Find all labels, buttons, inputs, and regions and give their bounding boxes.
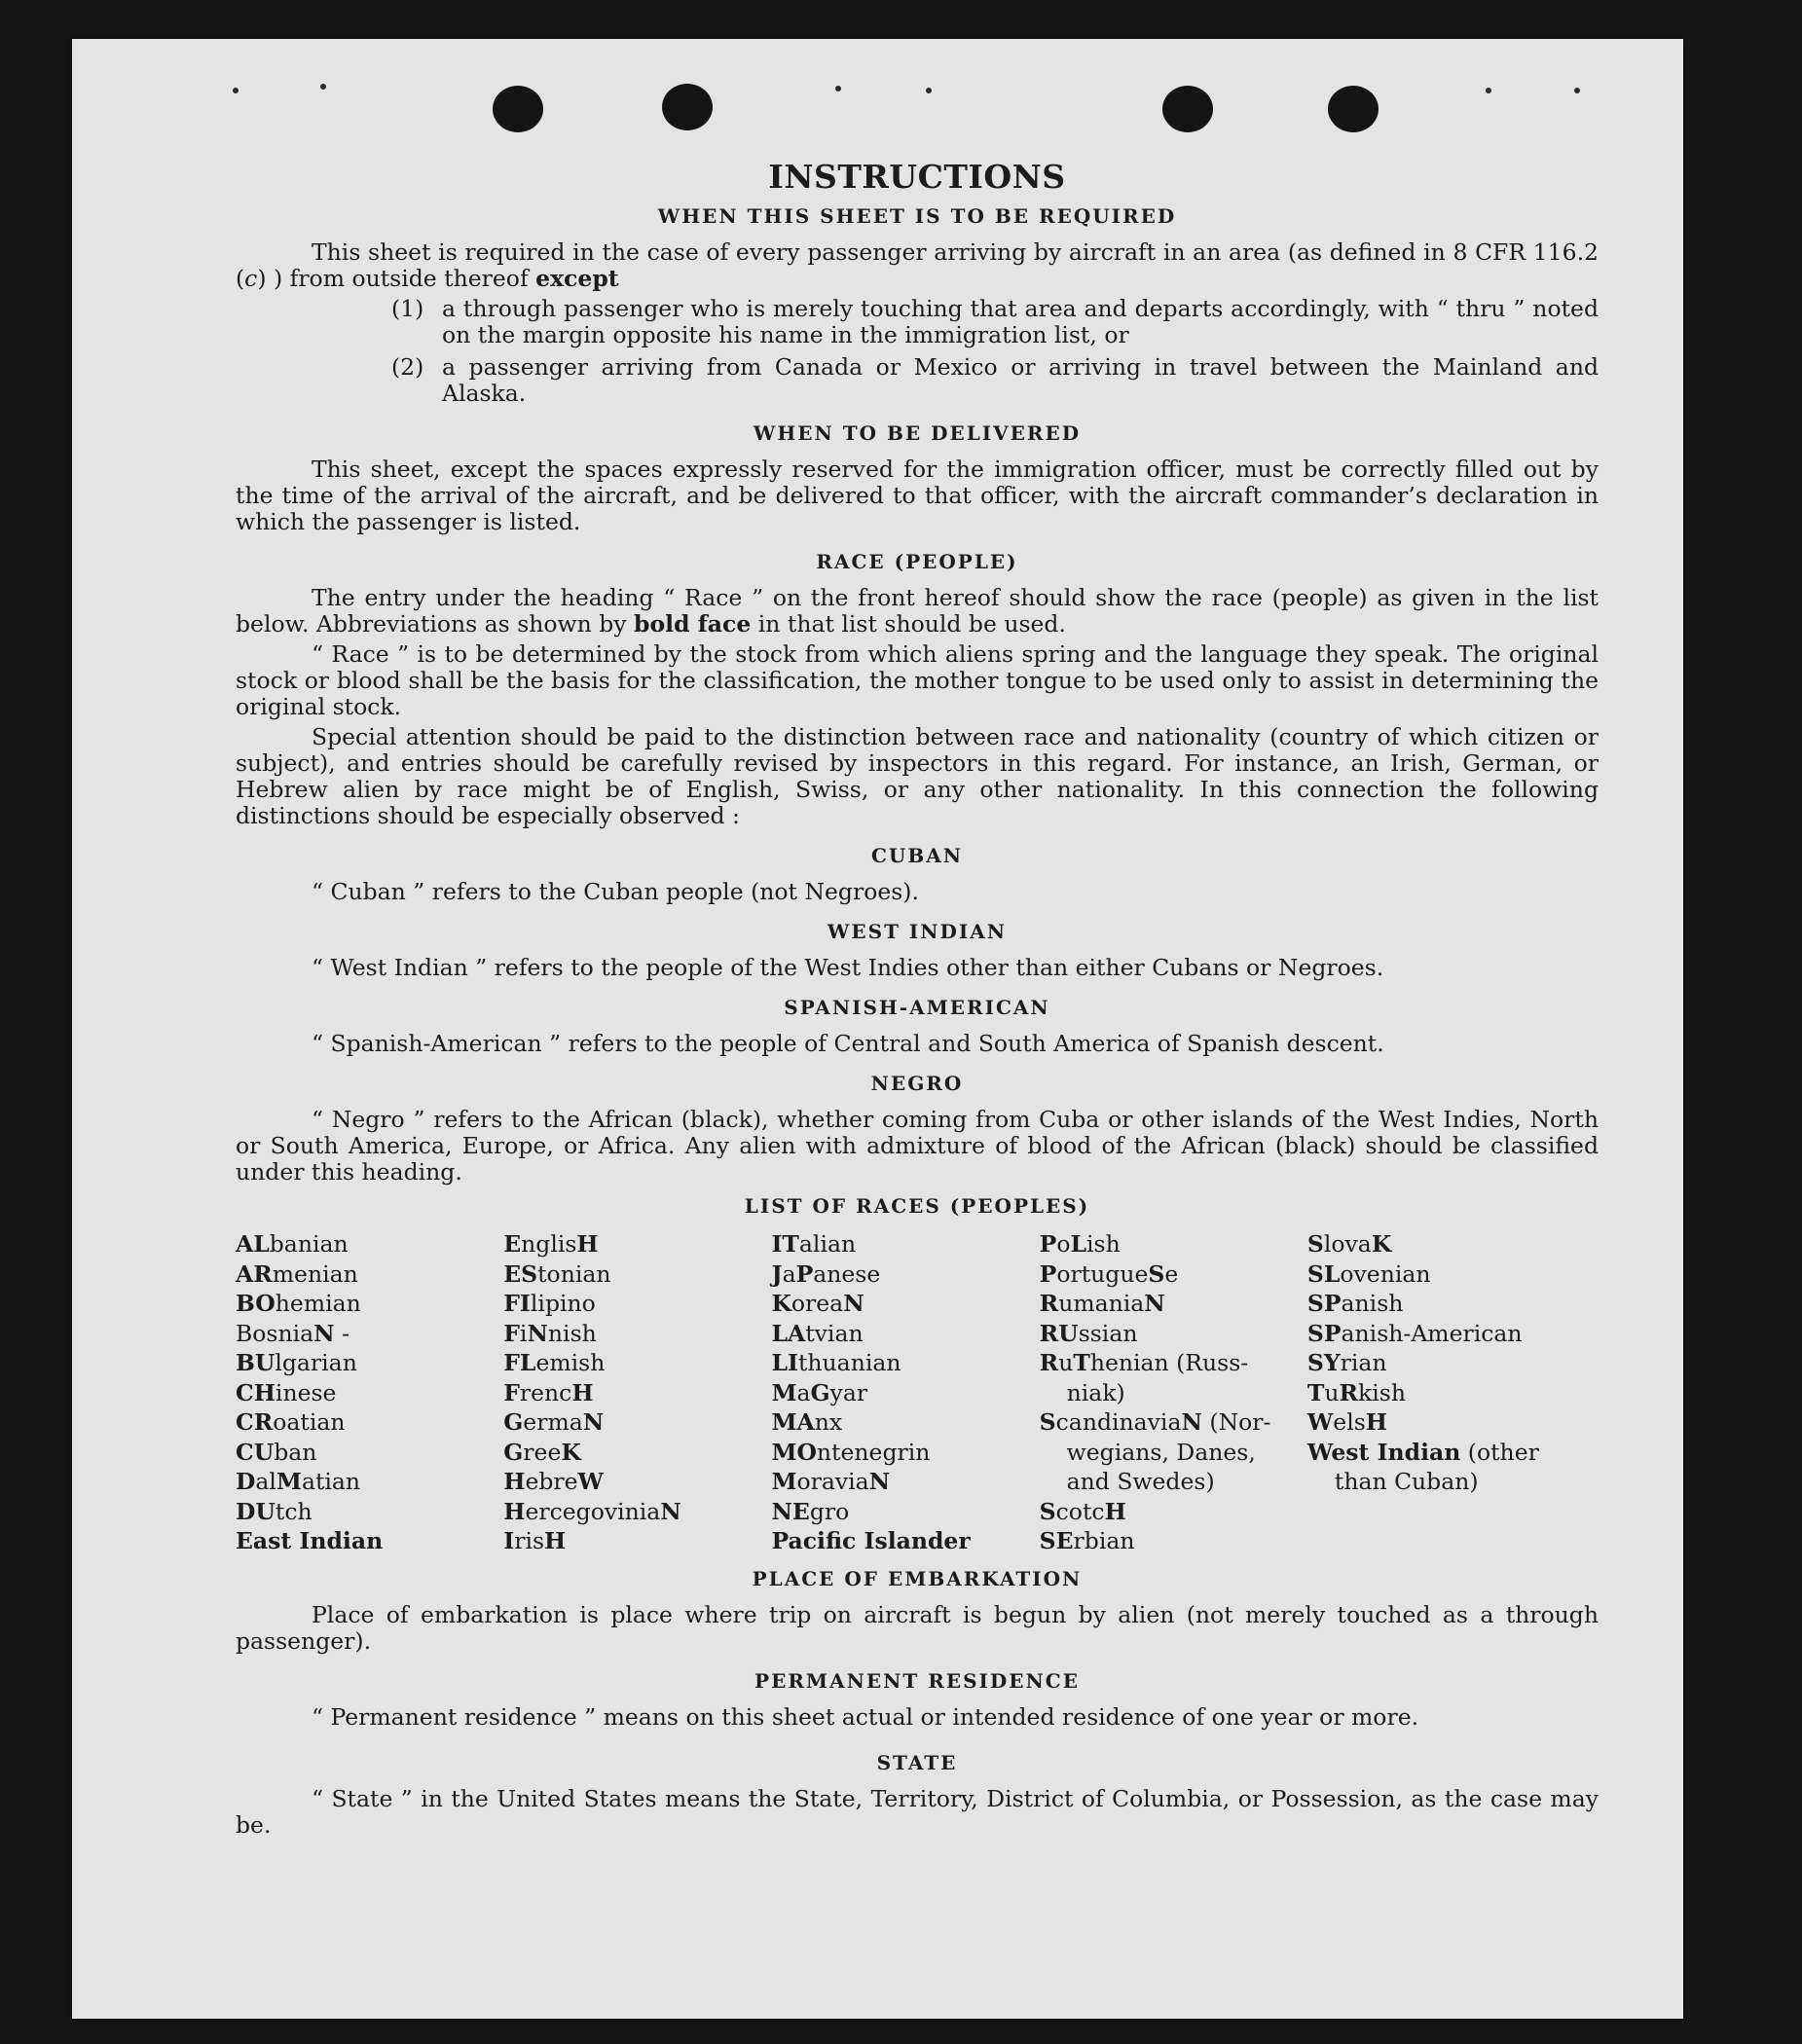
race-entry xyxy=(1307,1229,1599,1259)
race-text: erma xyxy=(523,1408,583,1436)
race-text: ovenian xyxy=(1340,1259,1431,1288)
race-entry xyxy=(236,1259,503,1290)
race-abbreviation: R xyxy=(1039,1290,1059,1317)
race-column xyxy=(1307,1229,1599,1556)
race-text: yar xyxy=(829,1378,868,1406)
negro-text: “ Negro ” refers to the African (black), whether coming from Cuba or other islands of the West Indies, North or South America, Europe, or Africa. Any alien with admixture of blood of the African (black) should be classified under this heading. xyxy=(236,1106,1599,1186)
race-entry xyxy=(1307,1407,1599,1438)
race-abbreviation: MA xyxy=(771,1408,815,1436)
race-text: kish xyxy=(1358,1378,1406,1406)
race-entry xyxy=(236,1289,503,1319)
race-abbreviation: G xyxy=(503,1438,524,1466)
race-abbreviation: J xyxy=(771,1259,783,1288)
race-entry xyxy=(503,1407,771,1438)
state-text: “ State ” in the United States means the State, Territory, District of Columbia, or Possession, as the case may be. xyxy=(236,1784,1599,1839)
race-text: lgarian xyxy=(275,1349,357,1376)
race-text: els xyxy=(1333,1408,1366,1436)
exception-number: (2) xyxy=(391,353,424,381)
cuban-text: “ Cuban ” refers to the Cuban people (not Negroes). xyxy=(312,878,919,905)
race-abbreviation: P xyxy=(1039,1259,1057,1288)
race-abbreviation: N xyxy=(1144,1290,1165,1317)
race-abbreviation: SL xyxy=(1306,1259,1341,1288)
race-text: rbian xyxy=(1073,1527,1135,1554)
race-abbreviation: H xyxy=(571,1378,594,1406)
race-abbreviation: W xyxy=(577,1468,604,1495)
race-abbreviation: H xyxy=(576,1230,599,1258)
race-entry xyxy=(236,1497,503,1527)
race-entry xyxy=(1040,1438,1307,1468)
race-text: u xyxy=(1324,1378,1340,1406)
race-text: Bosnia xyxy=(236,1319,314,1347)
race-text: ntenegrin xyxy=(816,1438,931,1466)
race-abbreviation: K xyxy=(561,1438,581,1466)
section-heading-delivered: WHEN TO BE DELIVERED xyxy=(753,421,1082,445)
race-text: ebre xyxy=(525,1468,578,1495)
race-entry xyxy=(1307,1319,1599,1349)
race-entry xyxy=(1040,1497,1307,1527)
race-text: tch xyxy=(275,1497,313,1525)
race-text: al xyxy=(255,1468,276,1495)
race-abbreviation: SE xyxy=(1039,1527,1074,1554)
race-entry xyxy=(1307,1348,1599,1378)
race-abbreviation: M xyxy=(771,1378,797,1406)
race-abbreviation: CR xyxy=(236,1408,274,1436)
embarkation-text: Place of embarkation is place where trip on aircraft is begun by alien (not merely touched as a through passenger). xyxy=(236,1600,1599,1655)
race-text: alian xyxy=(798,1230,857,1258)
race-entry xyxy=(1307,1438,1599,1468)
race-abbreviation: H xyxy=(544,1527,567,1554)
races-list xyxy=(236,1229,1599,1556)
race-text: ish xyxy=(1086,1230,1121,1258)
punch-hole xyxy=(1328,86,1379,132)
race-abbreviation: H xyxy=(503,1497,526,1525)
race-abbreviation: SP xyxy=(1306,1290,1342,1317)
section-heading-negro: NEGRO xyxy=(870,1072,964,1095)
race-entry xyxy=(1307,1378,1599,1408)
race-abbreviation: G xyxy=(810,1378,830,1406)
race-text: - xyxy=(334,1319,350,1347)
race-abbreviation: K xyxy=(771,1290,791,1317)
race-text: henian (Russ- xyxy=(1089,1349,1249,1376)
race-abbreviation: East Indian xyxy=(236,1527,384,1554)
race-entry xyxy=(771,1526,1039,1556)
race-abbreviation: N xyxy=(660,1497,681,1525)
race-abbreviation: BO xyxy=(236,1290,276,1317)
race-abbreviation: I xyxy=(503,1527,515,1554)
race-entry xyxy=(771,1229,1039,1259)
race-abbreviation: Pacific Islander xyxy=(771,1527,971,1554)
race-abbreviation: W xyxy=(1306,1408,1334,1436)
race-text: lova xyxy=(1323,1230,1372,1258)
race-column xyxy=(771,1229,1039,1556)
race-text: (other xyxy=(1460,1438,1539,1466)
race-entry xyxy=(503,1259,771,1290)
race-paragraph-2: “ Race ” is to be determined by the stock from which aliens spring and the language they speak. The original stock or blood shall be the basis for the classification, the mother tongue to be used only to assist in determining the original stock. xyxy=(236,640,1599,720)
speck xyxy=(1574,88,1580,93)
race-entry xyxy=(771,1348,1039,1378)
race-entry xyxy=(1040,1229,1307,1259)
race-text: ree xyxy=(523,1438,562,1466)
race-text: banian xyxy=(269,1230,349,1258)
race-abbreviation: BU xyxy=(236,1349,276,1376)
race-text: anese xyxy=(813,1259,881,1288)
speck xyxy=(320,84,326,90)
spanish-american-text: “ Spanish-American ” refers to the people of Central and South America of Spanish descent. xyxy=(312,1030,1384,1057)
exception-text: a passenger arriving from Canada or Mexico or arriving in travel between the Mainland and Alaska. xyxy=(442,353,1599,407)
race-abbreviation: IT xyxy=(771,1230,799,1258)
punch-hole xyxy=(493,86,543,132)
race-abbreviation: N xyxy=(582,1408,605,1436)
race-abbreviation: P xyxy=(1039,1230,1057,1258)
instructions-content xyxy=(236,158,1599,1843)
race-abbreviation: SP xyxy=(1306,1319,1342,1347)
race-entry xyxy=(1040,1526,1307,1556)
race-entry xyxy=(771,1497,1039,1527)
race-text: e xyxy=(1164,1259,1179,1288)
race-abbreviation: DU xyxy=(236,1497,276,1525)
race-text: niak) xyxy=(1066,1378,1125,1406)
race-entry xyxy=(771,1407,1039,1438)
race-abbreviation: H xyxy=(1365,1408,1387,1436)
race-abbreviation: E xyxy=(503,1230,522,1258)
race-abbreviation: LI xyxy=(771,1349,798,1376)
race-abbreviation: CU xyxy=(236,1438,275,1466)
race-abbreviation: CH xyxy=(236,1378,276,1406)
race-abbreviation: MO xyxy=(771,1438,817,1466)
race-abbreviation: FL xyxy=(503,1349,536,1376)
race-entry xyxy=(236,1319,503,1349)
race-text: oatian xyxy=(273,1408,346,1436)
race-abbreviation: R xyxy=(1039,1349,1059,1376)
required-intro: This sheet is required in the case of every passenger arriving by aircraft in an area (as defined in 8 CFR 116.2 (c) ) from outside thereof except xyxy=(236,238,1599,292)
race-abbreviation: F xyxy=(503,1319,520,1347)
race-abbreviation: S xyxy=(1039,1497,1056,1525)
section-heading-spanish-american: SPANISH-AMERICAN xyxy=(784,996,1050,1019)
permanent-residence-text: “ Permanent residence ” means on this sheet actual or intended residence of one year or more. xyxy=(312,1702,1419,1731)
race-text: atian xyxy=(301,1468,361,1495)
race-text: thuanian xyxy=(797,1349,901,1376)
document-page xyxy=(72,39,1683,2019)
race-text: anish xyxy=(1341,1290,1404,1317)
punch-hole xyxy=(1162,86,1213,132)
race-abbreviation: S xyxy=(1306,1230,1324,1258)
race-text: i xyxy=(519,1319,528,1347)
race-text: nx xyxy=(814,1408,843,1436)
section-heading-embarkation: PLACE OF EMBARKATION xyxy=(752,1566,1083,1590)
race-entry xyxy=(236,1526,503,1556)
race-text: orea xyxy=(791,1290,844,1317)
speck xyxy=(1486,88,1491,93)
race-abbreviation: T xyxy=(1073,1349,1090,1376)
race-text: rian xyxy=(1340,1349,1387,1376)
race-abbreviation: S xyxy=(1148,1259,1165,1288)
race-entry xyxy=(771,1289,1039,1319)
race-abbreviation: AL xyxy=(236,1230,270,1258)
delivered-text: This sheet, except the spaces expressly reserved for the immigration officer, must be correctly filled out by the time of the arrival of the aircraft, and be delivered to that officer, with the aircraft commander’s declaration in which the passenger is listed. xyxy=(236,456,1599,535)
race-text: (Nor- xyxy=(1201,1408,1271,1436)
race-entry xyxy=(1307,1467,1599,1497)
race-entry xyxy=(1040,1319,1307,1349)
race-abbreviation: AR xyxy=(236,1259,273,1288)
race-text: a xyxy=(796,1378,811,1406)
punch-hole xyxy=(662,84,713,130)
section-heading-west-indian: WEST INDIAN xyxy=(827,920,1008,943)
race-text: menian xyxy=(272,1259,358,1288)
race-abbreviation: M xyxy=(771,1468,797,1495)
race-entry xyxy=(236,1348,503,1378)
race-entry xyxy=(503,1348,771,1378)
page-title: INSTRUCTIONS xyxy=(768,158,1066,196)
section-heading-race: RACE (PEOPLE) xyxy=(816,550,1018,573)
race-abbreviation: N xyxy=(527,1319,548,1347)
race-text: ortugue xyxy=(1056,1259,1149,1288)
speck xyxy=(926,88,932,93)
race-entry xyxy=(1040,1348,1307,1378)
race-entry xyxy=(503,1438,771,1468)
section-heading-state: STATE xyxy=(876,1750,958,1774)
race-text: cotc xyxy=(1055,1497,1105,1525)
race-abbreviation: T xyxy=(1306,1378,1325,1406)
race-entry xyxy=(1307,1289,1599,1319)
race-entry xyxy=(1040,1259,1307,1290)
race-text: gro xyxy=(809,1497,850,1525)
section-heading-permanent-residence: PERMANENT RESIDENCE xyxy=(754,1668,1080,1693)
race-abbreviation: H xyxy=(1104,1497,1126,1525)
section-heading-required: WHEN THIS SHEET IS TO BE REQUIRED xyxy=(657,204,1177,228)
race-text: o xyxy=(1056,1230,1071,1258)
race-text: nglis xyxy=(521,1230,577,1258)
exception-item xyxy=(236,354,1599,407)
race-text: tonian xyxy=(537,1259,611,1288)
race-text: than Cuban) xyxy=(1334,1468,1479,1495)
west-indian-text: “ West Indian ” refers to the people of the West Indies other than either Cubans or Negroes. xyxy=(312,954,1384,981)
race-entry xyxy=(503,1229,771,1259)
race-abbreviation: F xyxy=(503,1378,520,1406)
race-abbreviation: ES xyxy=(503,1259,538,1288)
race-text: ssian xyxy=(1078,1319,1138,1347)
race-abbreviation: K xyxy=(1371,1230,1392,1258)
race-abbreviation: H xyxy=(503,1468,526,1495)
race-abbreviation: N xyxy=(868,1468,891,1495)
race-entry xyxy=(236,1407,503,1438)
race-abbreviation: LA xyxy=(771,1319,806,1347)
race-entry xyxy=(236,1438,503,1468)
race-entry xyxy=(503,1497,771,1527)
race-abbreviation: P xyxy=(795,1259,814,1288)
race-text: inese xyxy=(275,1378,337,1406)
race-text: anish-American xyxy=(1341,1319,1523,1347)
speck xyxy=(233,88,239,93)
exception-item xyxy=(236,296,1599,348)
race-entry xyxy=(771,1259,1039,1290)
race-entry xyxy=(503,1467,771,1497)
speck xyxy=(835,86,841,91)
race-abbreviation: N xyxy=(313,1319,335,1347)
race-text: hemian xyxy=(275,1290,361,1317)
race-entry xyxy=(236,1378,503,1408)
race-abbreviation: D xyxy=(236,1468,256,1495)
race-text: ban xyxy=(274,1438,317,1466)
race-entry xyxy=(771,1319,1039,1349)
race-paragraph-3: Special attention should be paid to the distinction between race and nationality (country of which citizen or subject), and entries should be carefully revised by inspectors in this regard. For instance, an Irish, German, or Hebrew alien by race might be of English, Swiss, or any other nationality. In this connection the following distinctions should be especially observed : xyxy=(236,723,1599,829)
exception-number: (1) xyxy=(391,295,424,322)
race-entry xyxy=(1307,1259,1599,1290)
exception-text: a through passenger who is merely touching that area and departs accordingly, with “ thru ” noted on the margin opposite his name in the immigration list, or xyxy=(442,295,1599,348)
race-abbreviation: M xyxy=(276,1468,302,1495)
race-text: ercegovinia xyxy=(525,1497,661,1525)
race-abbreviation: NE xyxy=(771,1497,810,1525)
race-text: wegians, Danes, xyxy=(1066,1438,1256,1466)
races-heading: LIST OF RACES (PEOPLES) xyxy=(744,1194,1090,1218)
race-abbreviation: L xyxy=(1070,1230,1087,1258)
race-text: renc xyxy=(519,1378,572,1406)
race-entry xyxy=(771,1467,1039,1497)
race-abbreviation: S xyxy=(1039,1408,1056,1436)
race-entry xyxy=(771,1438,1039,1468)
race-entry xyxy=(236,1229,503,1259)
race-text: nish xyxy=(547,1319,597,1347)
race-column xyxy=(1040,1229,1307,1556)
race-text: tvian xyxy=(805,1319,864,1347)
race-text: ris xyxy=(514,1527,545,1554)
race-column xyxy=(503,1229,771,1556)
race-paragraph-1: The entry under the heading “ Race ” on the front hereof should show the race (people) as given in the list below. Abbreviations as shown by bold face in that list should be used. xyxy=(236,584,1599,638)
race-entry xyxy=(236,1467,503,1497)
race-text: and Swedes) xyxy=(1066,1468,1215,1495)
race-entry xyxy=(503,1289,771,1319)
race-abbreviation: West Indian xyxy=(1306,1438,1461,1466)
race-text: umania xyxy=(1058,1290,1145,1317)
race-text: oravia xyxy=(796,1468,869,1495)
race-entry xyxy=(503,1319,771,1349)
race-entry xyxy=(503,1378,771,1408)
race-abbreviation: N xyxy=(1181,1408,1202,1436)
race-entry xyxy=(1040,1407,1307,1438)
race-text: lipino xyxy=(530,1290,596,1317)
race-abbreviation: FI xyxy=(503,1290,531,1317)
race-text: candinavia xyxy=(1055,1408,1182,1436)
race-entry xyxy=(1040,1378,1307,1408)
race-abbreviation: R xyxy=(1339,1378,1359,1406)
race-abbreviation: N xyxy=(843,1290,864,1317)
race-column xyxy=(236,1229,503,1556)
race-entry xyxy=(1040,1289,1307,1319)
race-entry xyxy=(503,1526,771,1556)
race-text: u xyxy=(1058,1349,1074,1376)
race-text: a xyxy=(782,1259,796,1288)
race-abbreviation: SY xyxy=(1306,1349,1341,1376)
race-entry xyxy=(1040,1467,1307,1497)
section-heading-cuban: CUBAN xyxy=(870,844,964,867)
race-abbreviation: RU xyxy=(1039,1319,1079,1347)
race-text: emish xyxy=(535,1349,606,1376)
race-entry xyxy=(771,1378,1039,1408)
race-abbreviation: G xyxy=(503,1408,524,1436)
